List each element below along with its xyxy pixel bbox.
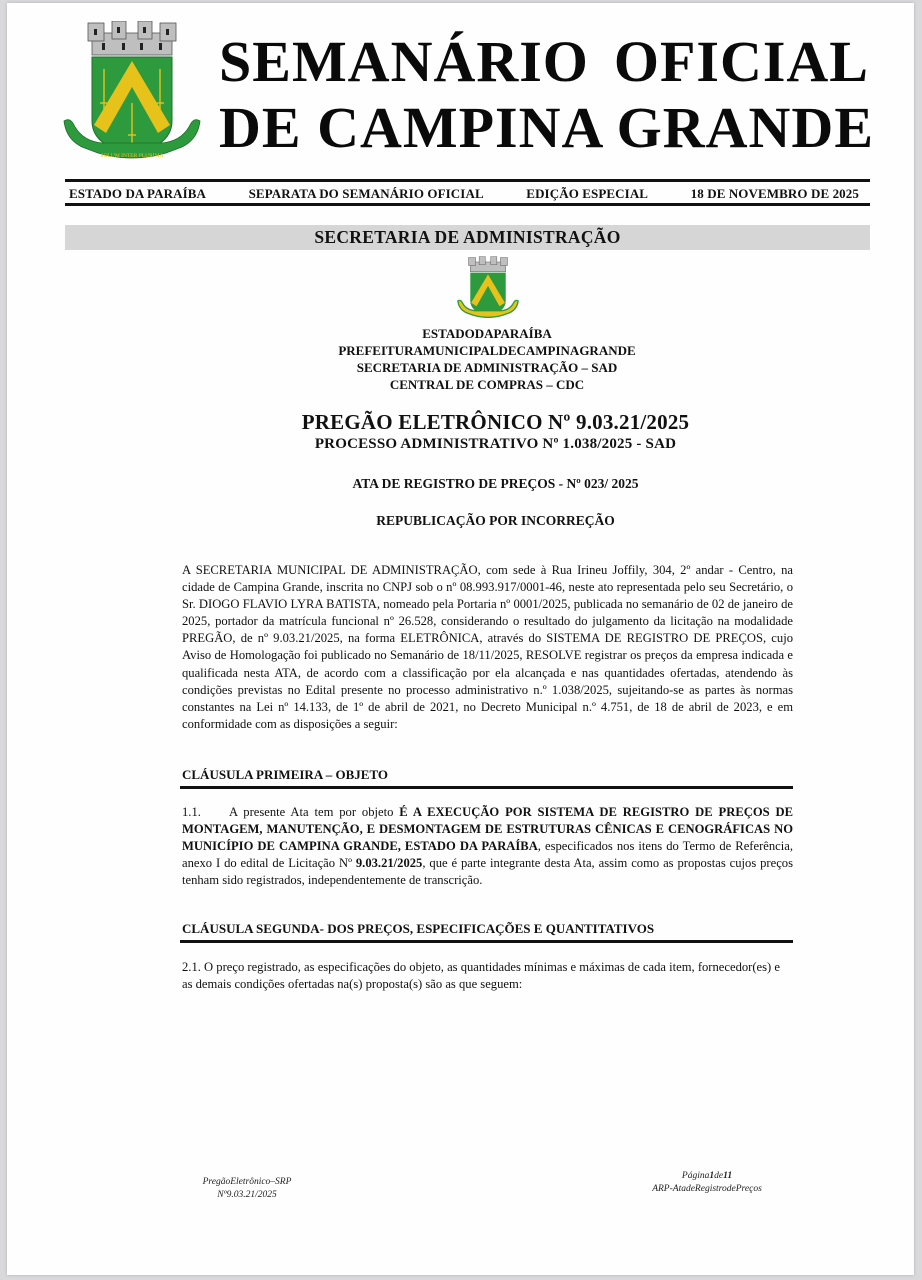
info-edition: EDIÇÃO ESPECIAL bbox=[526, 186, 649, 201]
footer-page-number bbox=[637, 1170, 777, 1183]
clause1-rule bbox=[180, 786, 793, 789]
footer-left bbox=[187, 1176, 307, 1202]
footer-left-line2: Nº9.03.21/2025 bbox=[217, 1190, 277, 1200]
org-line-secretaria: SECRETARIA DE ADMINISTRAÇÃO – SAD bbox=[356, 360, 618, 375]
masthead-line-2: DE CAMPINA GRANDE bbox=[219, 95, 874, 160]
clause1-edital-number: 9.03.21/2025 bbox=[355, 856, 423, 871]
footer-right bbox=[637, 1170, 777, 1196]
org-line-prefeitura: PREFEITURAMUNICIPALDECAMPINAGRANDE bbox=[338, 343, 636, 358]
processo-title: PROCESSO ADMINISTRATIVO Nº 1.038/2025 - SAD bbox=[314, 436, 677, 452]
ata-title: ATA DE REGISTRO DE PREÇOS - Nº 023/ 2025 bbox=[352, 476, 639, 491]
page-mid: de bbox=[714, 1171, 724, 1181]
org-line-central: CENTRAL DE COMPRAS – CDC bbox=[389, 377, 585, 392]
pregao-title: PREGÃO ELETRÔNICO Nº 9.03.21/2025 bbox=[301, 410, 690, 434]
clause1-text-a: A presente Ata tem por objeto bbox=[229, 805, 400, 819]
page-prefix: Página bbox=[681, 1171, 710, 1181]
crest-motto: SOLUM INTER PLURIMA bbox=[100, 153, 164, 159]
header-rule-bottom bbox=[65, 203, 870, 206]
masthead-line-1: SEMANÁRIO OFICIAL bbox=[219, 29, 869, 94]
page-total: 11 bbox=[723, 1171, 733, 1181]
page-current: 1 bbox=[709, 1171, 715, 1181]
coat-of-arms-icon bbox=[62, 21, 202, 167]
info-bar bbox=[69, 186, 859, 202]
footer-left-line1: PregãoEletrônico–SRP bbox=[202, 1177, 292, 1187]
small-coat-of-arms-icon bbox=[457, 253, 519, 325]
clause2-heading: CLÁUSULA SEGUNDA- DOS PREÇOS, ESPECIFICAÇÕES E QUANTITATIVOS bbox=[182, 921, 655, 936]
section-band: SECRETARIA DE ADMINISTRAÇÃO bbox=[65, 225, 870, 250]
info-state: ESTADO DA PARAÍBA bbox=[69, 186, 207, 201]
clause1-text-c: , que é parte integrante desta Ata, assim como as propostas cujos preços tenham sido registrados, independentemente de transcrição. bbox=[182, 856, 793, 888]
republicacao-title: REPUBLICAÇÃO POR INCORREÇÃO bbox=[376, 513, 615, 528]
intro-paragraph: A SECRETARIA MUNICIPAL DE ADMINISTRAÇÃO, com sede à Rua Irineu Joffily, 304, 2º andar - Centro, na cidade de Campina Grande, inscrita no CNPJ sob o nº 08.993.917/0001-46, neste ato representada pelo seu Secretário, o Sr. DIOGO FLAVIO LYRA BATISTA, nomeado pela Portaria nº 0001/2025, publicada no semanário de 02 de janeiro de 2025, portador da matrícula funcional nº 26.528, considerando o resultado do julgamento da licitação na modalidade PREGÃO, de nº 9.03.21/2025, na forma ELETRÔNICA, através do SISTEMA DE REGISTRO DE PREÇOS, cujo Aviso de Homologação foi publicado no Semanário de 18/11/2025, RESOLVE registrar os preços da empresa indicada e qualificada nesta ATA, de acordo com a classificação por ela alcançada e nas quantidades ofertadas, atendendo às condições previstas no Edital presente no processo administrativo n.º 1.038/2025, sujeitando-se as partes às normas constantes na Lei nº 14.133, de 1º de abril de 2021, no Decreto Municipal n.º 4.751, de 18 de abril de 2023, e em conformidade com as disposições a seguir: bbox=[182, 563, 793, 731]
footer-right-line2: ARP-AtadeRegistrodePreços bbox=[652, 1184, 762, 1194]
clause1-object: É A EXECUÇÃO POR SISTEMA DE REGISTRO DE PREÇOS DE MONTAGEM, MANUTENÇÃO, E DESMONTAGEM DE ESTRUTURAS CÊNICAS E CENOGRÁFICAS NO MUNICÍPIO DE CAMPINA GRANDE, ESTADO DA PARAÍBA bbox=[182, 805, 793, 854]
clause1-paragraph bbox=[182, 804, 793, 889]
info-date: 18 DE NOVEMBRO DE 2025 bbox=[690, 186, 859, 201]
masthead-title bbox=[219, 29, 874, 161]
clause1-item-number: 1.1. bbox=[182, 805, 201, 819]
clause1-text-b: , especificados nos itens do Termo de Referência, anexo I do edital de Licitação Nº bbox=[182, 839, 793, 871]
clause1-heading: CLÁUSULA PRIMEIRA – OBJETO bbox=[182, 767, 388, 782]
document-page bbox=[7, 3, 914, 1275]
header-rule-top bbox=[65, 179, 870, 182]
clause2-paragraph: 2.1. O preço registrado, as especificações do objeto, as quantidades mínimas e máximas de cada item, fornecedor(es) e as demais condições ofertadas na(s) proposta(s) são as que seguem: bbox=[182, 960, 780, 992]
organization-block bbox=[207, 325, 767, 393]
clause2-rule bbox=[180, 940, 793, 943]
info-separata: SEPARATA DO SEMANÁRIO OFICIAL bbox=[248, 186, 484, 201]
org-line-state: ESTADODAPARAÍBA bbox=[422, 326, 552, 341]
